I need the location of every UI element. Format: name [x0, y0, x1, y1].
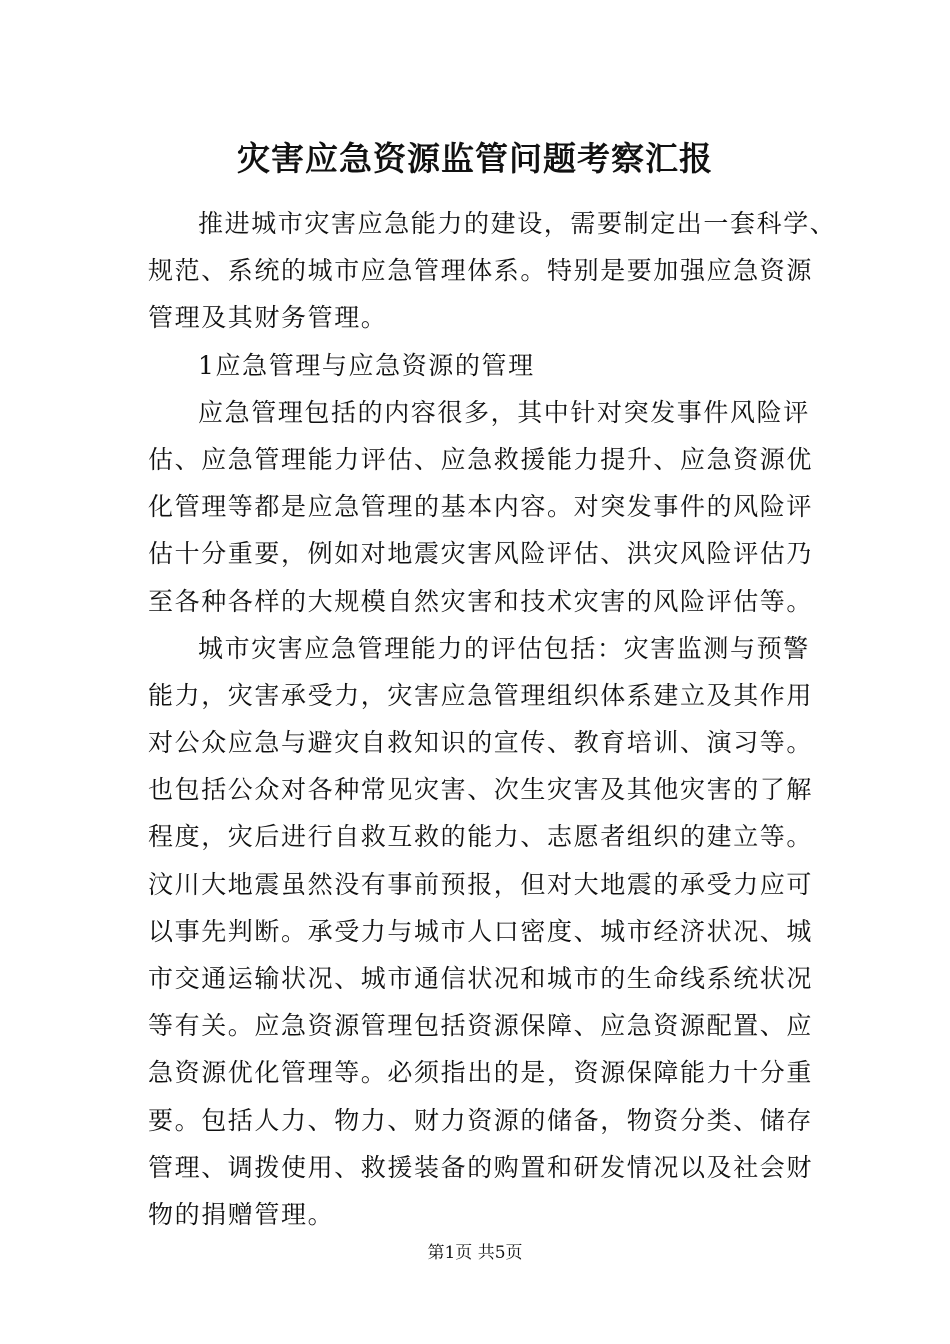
- text-line: 估、应急管理能力评估、应急救援能力提升、应急资源优: [148, 444, 814, 474]
- section-heading: 1应急管理与应急资源的管理: [198, 350, 535, 380]
- text-line: 市交通运输状况、城市通信状况和城市的生命线系统状况: [148, 964, 814, 993]
- text-line: 估十分重要，例如对地震灾害风险评估、洪灾风险评估乃: [148, 539, 814, 569]
- text-line: 急资源优化管理等。必须指出的是，资源保障能力十分重: [148, 1058, 814, 1088]
- text-line: 程度，灾后进行自救互救的能力、志愿者组织的建立等。: [148, 822, 814, 852]
- text-line: 管理及其财务管理。: [148, 303, 388, 333]
- text-line: 至各种各样的大规模自然灾害和技术灾害的风险评估等。: [148, 586, 814, 616]
- text-line: 汶川大地震虽然没有事前预报，但对大地震的承受力应可: [148, 869, 814, 899]
- text-line: 规范、系统的城市应急管理体系。特别是要加强应急资源: [148, 256, 814, 286]
- text-line: 对公众应急与避灾自救知识的宣传、教育培训、演习等。: [148, 728, 814, 758]
- text-line: 管理、调拨使用、救援装备的购置和研发情况以及社会财: [148, 1152, 814, 1182]
- text-line: 也包括公众对各种常见灾害、次生灾害及其他灾害的了解: [148, 775, 814, 805]
- text-line: 化管理等都是应急管理的基本内容。对突发事件的风险评: [148, 492, 814, 522]
- text-line: 以事先判断。承受力与城市人口密度、城市经济状况、城: [148, 916, 814, 946]
- text-line: 城市灾害应急管理能力的评估包括：灾害监测与预警: [198, 633, 810, 663]
- text-line: 推进城市灾害应急能力的建设，需要制定出一套科学、: [198, 209, 837, 238]
- page-footer: 第1页 共5页: [427, 1243, 523, 1263]
- text-line: 要。包括人力、物力、财力资源的储备，物资分类、储存: [148, 1105, 814, 1135]
- document-body: [148, 200, 837, 1238]
- text-line: 等有关。应急资源管理包括资源保障、应急资源配置、应: [148, 1011, 814, 1041]
- text-line: 能力，灾害承受力，灾害应急管理组织体系建立及其作用: [148, 680, 814, 710]
- text-line: 物的捐赠管理。: [148, 1199, 335, 1229]
- text-line: 应急管理包括的内容很多，其中针对突发事件风险评: [198, 397, 810, 427]
- document-title: 灾害应急资源监管问题考察汇报: [237, 139, 713, 178]
